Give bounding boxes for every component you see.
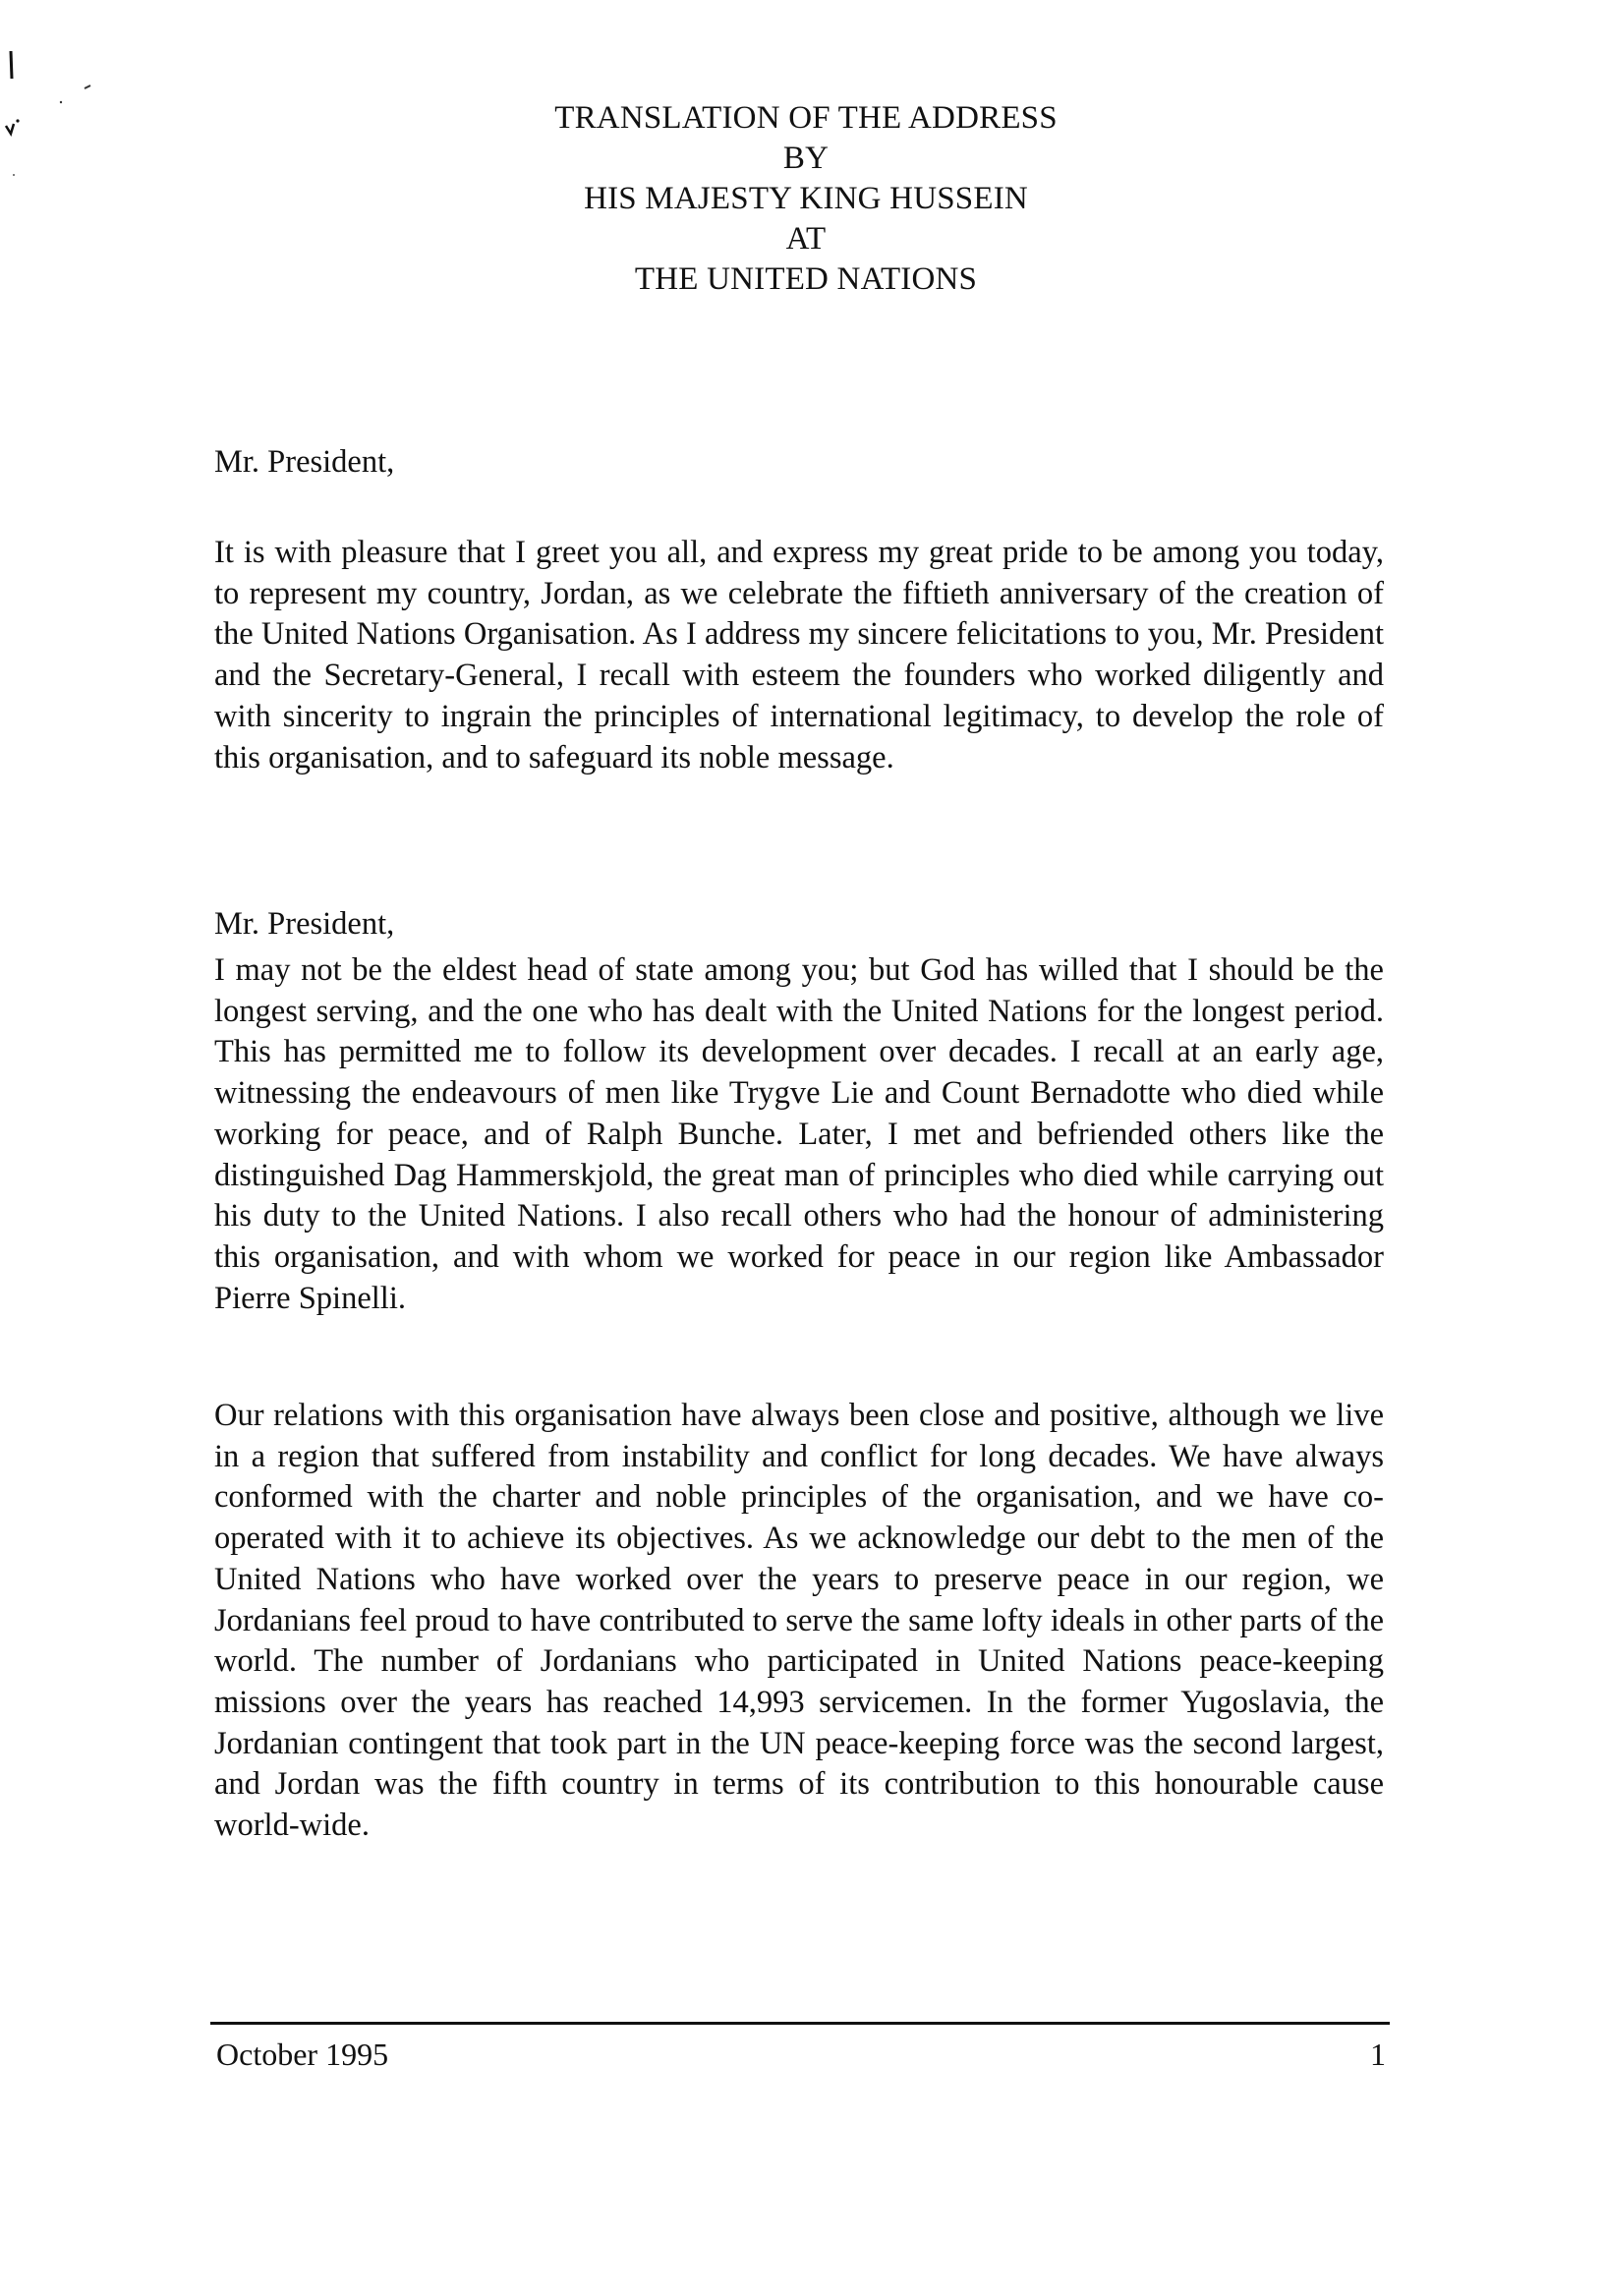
document-heading — [511, 98, 1101, 300]
heading-line-3: HIS MAJESTY KING HUSSEIN — [584, 181, 1028, 216]
margin-scan-marks — [0, 0, 118, 197]
heading-line-2: BY — [782, 141, 830, 176]
salutation-first: Mr. President, — [214, 444, 395, 480]
footer-divider — [210, 2022, 1390, 2025]
heading-line-4: AT — [785, 221, 827, 257]
paragraph-relations: Our relations with this organisation have always been close and positive, although we live in a region that suffered from instability and conflict for long decades. We have always conformed with the charter and noble principles of the organisation, and we have co-operated with it to achieve its objectives. As we acknowledge our debt to the men of the United Nations who have worked over the years to preserve peace in our region, we Jordanians feel proud to have contributed to serve the same lofty ideals in other parts of the world. The number of Jordanians who participated in United Nations peace-keeping missions over the years has reached 14,993 servicemen. In the former Yugoslavia, the Jordanian contingent that took part in the UN peace-keeping force was the second largest, and Jordan was the fifth country in terms of its contribution to this honourable cause world-wide. — [214, 1398, 1384, 1844]
paragraph-greeting: It is with pleasure that I greet you all, and express my great pride to be among you today, to represent my country, Jordan, as we celebrate the fiftieth anniversary of the creation of the United Nations Organisation. As I address my sincere felicitations to you, Mr. President and the Secretary-General, I recall with esteem the founders who worked diligently and with sincerity to ingrain the principles of international legitimacy, to develop the role of this organisation, and to safeguard its noble message. — [214, 535, 1384, 775]
heading-line-1: TRANSLATION OF THE ADDRESS — [554, 100, 1058, 136]
heading-line-5: THE UNITED NATIONS — [634, 261, 978, 297]
footer-date: October 1995 — [216, 2037, 389, 2072]
page-number: 1 — [1370, 2037, 1386, 2072]
salutation-second: Mr. President, — [214, 906, 395, 942]
paragraph-history: I may not be the eldest head of state among you; but God has willed that I should be the longest serving, and the one who has dealt with the United Nations for the longest period. This has permitted me to follow its development over decades. I recall at an early age, witnessing the endeavours of men like Trygve Lie and Count Bernadotte who died while working for peace, and of Ralph Bunche. Later, I met and befriended others like the distinguished Dag Hammerskjold, the great man of principles who died while carrying out his duty to the United Nations. I also recall others who had the honour of administering this organisation, and with whom we worked for peace in our region like Ambassador Pierre Spinelli. — [214, 952, 1384, 1316]
